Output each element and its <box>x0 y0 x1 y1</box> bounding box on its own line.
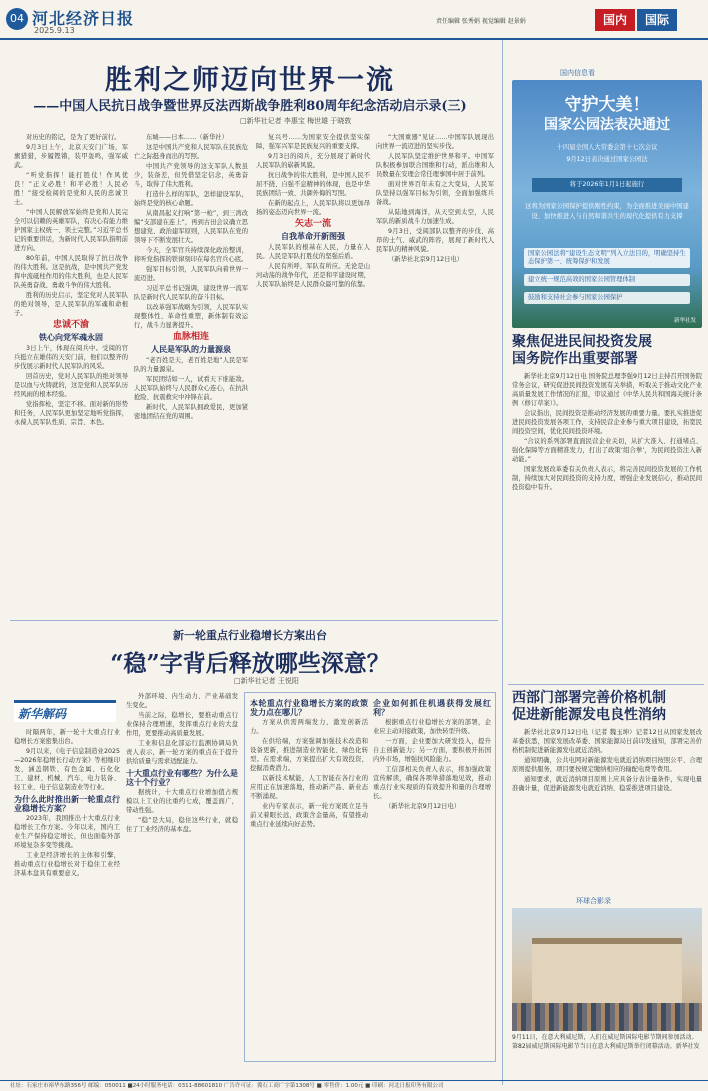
column-logo: 新华解码 <box>14 700 116 722</box>
paragraph: 面对世界百年未有之大变局，人民军队坚持以强军目标为引领，全面加强练兵备战。 <box>376 181 494 206</box>
second-kicker: 新一轮重点行业稳增长方案出台 <box>173 629 327 642</box>
section-subhead: 矢志一流 <box>294 219 331 229</box>
newspaper-name: 河北经济日报 <box>32 9 135 28</box>
second-headline: “稳”字背后释放哪些深意？ <box>110 650 390 677</box>
second-column-1 <box>14 728 120 1073</box>
page-footer: 社址：石家庄市裕华东路356号 邮编：050011 ■24小时服务电话：0311-88601810 广告许可证：冀石工商广字第1308号 ■ 零售价：1.00元 ■ 印刷：河北日报印务有限公司 <box>0 1080 708 1091</box>
paragraph: “老百姓是天，老百姓是地”人民是军队的力量源泉。 <box>134 357 248 373</box>
paragraph: 胜利的历史启示，坚定党对人民军队的绝对领导，是人民军队的军魂和命根子。 <box>14 292 128 317</box>
header-rule <box>0 38 708 40</box>
paragraph: “中国人民解放军始终是党和人民完全可以信赖的英雄军队，有决心有能力维护国家主权统一、领土完整。”习近平总书记的重要讲话，为新时代人民军队指明前进方向。 <box>14 209 128 252</box>
paragraph: 9月以来，《电子信息制造业2025—2026年稳增长行动方案》等相继印发，涵盖钢铁、有色金属、石化化工、建材、机械、汽车、电力装备、轻工业、电子信息制造业等行业。 <box>14 748 120 791</box>
paragraph: 东城——日本……（新华社） <box>146 134 228 141</box>
section-labels <box>595 9 677 31</box>
paragraph: 对历史的铭记，是为了更好前行。 <box>26 134 121 141</box>
section-subhead-line: 人民是军队的力量源泉 <box>151 344 231 354</box>
paragraph: 以改革强军战略为引领，人民军队实现整体性、革命性重塑，新体制有效运行，战斗力显著提升。 <box>134 304 248 329</box>
paragraph: 强军目标引领，人民军队向着世界一流迈进。 <box>134 266 248 282</box>
poster-item: 建立统一规范高效的国家公园管理体制 <box>524 274 690 286</box>
paragraph: 3日上午，体现在阅兵中。受阅的官兵挺立在雄伟的天安门前，他们以整齐的步伐展示新时代人民军队的风采。 <box>14 345 128 370</box>
paragraph: 人民军队的根基在人民，力量在人民。人民是军队打胜仗的坚强后盾。 <box>256 244 370 260</box>
page-number: 04 <box>6 8 28 30</box>
issue-date: 2025.9.13 <box>34 26 75 35</box>
paragraph: 新华社北京9月12日电 国务院总理李强9月12日主持召开国务院常务会议，研究促进民间投资发展有关举措，听取关于推动文化产业高质量发展工作情况的汇报，审议通过《中华人民共和国海关统计条例（修订草案）》。 <box>512 373 702 407</box>
section-subhead-line: 铁心向党军魂永固 <box>39 332 103 342</box>
question-heading: 十大重点行业有哪些？为什么是这十个行业？ <box>126 768 238 787</box>
poster-title: 守护大美！ <box>564 95 650 115</box>
poster-credit: 新华社发 <box>673 318 696 324</box>
article-column-1 <box>14 133 128 613</box>
paragraph: 9月3日的阅兵，充分展现了新时代人民军队的崭新风貌。 <box>256 153 370 169</box>
paragraph: 工信部相关负责人表示，将加强政策宣传解读，确保各项举措落地见效，推动重点行业实现质的有效提升和量的合理增长。 <box>373 766 491 800</box>
paragraph: 工业和信息化部运行监测协调局负责人表示，新一轮方案的重点在于提升供给质量与需求适配能力。 <box>126 740 238 765</box>
paragraph: 在供给端，方案强调加强技术改造和设备更新，推进制造业智能化、绿色化转型。在需求端，方案提出扩大有效投资，挖掘消费潜力。 <box>250 738 368 772</box>
page-header <box>0 0 708 40</box>
box-column-2 <box>373 696 491 1058</box>
paragraph: 业内专家表示，新一轮方案既立足当前又着眼长远，政策含金量高，有望推动重点行业延续向好态势。 <box>250 803 368 828</box>
article-column-3 <box>256 133 370 613</box>
paragraph: 这是中国共产党和人民军队在民族危亡之际挺身而出的写照。 <box>134 144 248 160</box>
photo-label: 环球合影录 <box>576 897 611 905</box>
main-headline: 胜利之师迈向世界一流 <box>105 65 395 96</box>
column-divider <box>502 40 503 1085</box>
article-end-note: （新华社北京9月12日电） <box>388 256 463 263</box>
section-international: 国际 <box>637 9 677 31</box>
photo-caption: 9月11日，在意大利威尼斯，人们在威尼斯国际电影节期间参加活动。第82届威尼斯国际电影节当日在意大利威尼斯举行闭幕活动。新华社发 <box>512 1034 700 1050</box>
paragraph: 9月3日，受阅部队以整齐的步伐、高昂的士气、威武的阵容，展现了新时代人民军队的精神风貌。 <box>376 228 494 253</box>
paragraph: “听党指挥！能打胜仗！作风优良！”正义必胜！和平必胜！人民必胜！”接受检阅的是党和人民的忠诚卫士。 <box>14 172 128 206</box>
paragraph: 军民团结如一人，试看天下谁能敌。人民军队始终与人民群众心连心，在抗洪抢险、抗震救灾中冲锋在前。 <box>134 376 248 401</box>
paragraph: 中国共产党领导的这支军队人数虽少，装备差，但凭借坚定信念，英勇奋斗，取得了伟大胜利。 <box>134 163 248 188</box>
paragraph: “大国重器”见证……中国军队展现出向世界一流迈进的坚实步伐。 <box>376 134 494 150</box>
article-end-note: （新华社北京9月12日电） <box>385 803 460 810</box>
paragraph: 根据重点行业稳增长方案的部署，企业应主动对接政策，加快转型升级。 <box>373 719 491 735</box>
article-column-4 <box>376 133 494 613</box>
poster-line: 十四届全国人大常委会第十七次会议 <box>556 144 658 151</box>
paragraph: 国家发展改革委有关负责人表示，将完善民间投资发展的工作机制，持续加大对民间投资的支持力度，增强企业发展信心，推动民间投资稳中有升。 <box>512 466 702 491</box>
paragraph: 打造什么样的军队，怎样建设军队，始终是党的核心命题。 <box>134 191 248 207</box>
paragraph: 新时代，人民军队拥政爱民，更加紧密地团结在党的周围。 <box>134 404 248 420</box>
poster-body: 这将为国家公园保护提供刚性约束，为全面推进美丽中国建设、加快推进人与自然和谐共生的现代化提供有力支撑 <box>525 203 689 220</box>
question-heading: 企业如何抓住机遇获得发展红利？ <box>373 698 491 717</box>
venice-photo <box>512 908 702 1031</box>
paragraph: 工业是经济增长的主体和引擎，推动重点行业稳增长对于稳住工业经济基本盘具有重要意义。 <box>14 852 120 877</box>
divider <box>10 620 498 621</box>
policy-box <box>244 692 496 1062</box>
paragraph: 人民有所呼，军队有所应。无论是山河动荡的战争年代，还是和平建设时期，人民军队始终是人民群众最可靠的依靠。 <box>256 263 370 288</box>
poster-title-2: 国家公园法表决通过 <box>544 117 670 133</box>
paragraph: 党指挥枪，坚定不移。面对新的形势和任务，人民军队更加坚定地听党指挥，永葆人民军队性质、宗旨、本色。 <box>14 401 128 426</box>
paragraph: 从陆地到海洋，从天空到太空，人民军队的新质战斗力加速生成。 <box>376 209 494 225</box>
right-headline-1: 聚焦促进民间投资发展 国务院作出重要部署 <box>512 334 652 367</box>
paragraph: 时隔两年，新一轮十大重点行业稳增长方案密集出台。 <box>14 729 120 745</box>
paragraph: 新华社北京9月12日电（记者 魏玉坤）记者12日从国家发展改革委获悉，国家发展改革委、国家能源局日前印发通知，部署完善价格机制促进新能源发电就近消纳。 <box>512 729 702 754</box>
paragraph: “稳”是大局，稳住这些行业，就稳住了工业经济的基本盘。 <box>126 817 238 833</box>
right-article-2 <box>512 728 702 890</box>
main-subheadline: ——中国人民抗日战争暨世界反法西斯战争胜利80周年纪念活动启示录(三) <box>33 99 467 114</box>
right-article-1 <box>512 372 702 680</box>
main-byline: □新华社记者 李惠宝 梅世雄 于晓敦 <box>240 117 352 125</box>
paragraph: 通知要求，就近消纳项目原则上应具备分表计量条件，实现电量准确计量，促进新能源发电就近消纳、稳妥推进项目建设。 <box>512 776 702 792</box>
right-headline-2: 西部门部署完善价格机制 促进新能源发电良性消纳 <box>512 690 666 723</box>
poster-item: 国家公园法将“建设生态文明”列入立法目的，明确坚持生态保护第一、统筹保护和发展 <box>524 248 690 268</box>
section-domestic: 国内 <box>595 9 635 31</box>
paragraph: 当前之际，稳增长，要推动重点行业保持合理增速，发挥重点行业的大盘作用，更要推动高质量发展。 <box>126 712 238 737</box>
paragraph: 以新技术赋能，人工智能在各行业的应用正在加速落地，推动新产品、新业态不断涌现。 <box>250 775 368 800</box>
paragraph: 一方面，企业要加大研发投入，提升自主创新能力；另一方面，要积极开拓国内外市场，增强抗风险能力。 <box>373 738 491 763</box>
editors-credit: 责任编辑 张秀娟 视觉编辑 赵景娟 <box>436 18 526 25</box>
paragraph: 2023年，我国推出十大重点行业稳增长工作方案。今年以来，国内工业生产保持稳定增长，但也面临外部环境复杂多变等挑战。 <box>14 815 120 849</box>
section-subhead: 忠诚不渝 <box>52 320 89 330</box>
crowd-shape <box>512 1003 702 1031</box>
paragraph: 今天，全军官兵持续深化政治整训，将听党指挥的铁律刻印在每名官兵心底。 <box>134 247 248 263</box>
divider <box>508 684 704 685</box>
question-heading: 为什么此时推出新一轮重点行业稳增长方案？ <box>14 794 120 813</box>
paragraph: 方案从供需两端发力，激发创新活力。 <box>250 719 368 735</box>
section-subhead-line: 自我革命开新图强 <box>281 231 345 241</box>
box-column-1 <box>250 696 368 1058</box>
paragraph: 从南昌起义打响“第一枪”，到三湾改编“支部建在连上”，再到古田会议确立思想建党、政治建军原则，人民军队在党的领导下不断发展壮大。 <box>134 210 248 244</box>
poster-label: 国内信息看 <box>560 69 595 77</box>
national-park-poster <box>512 80 702 328</box>
article-column-2 <box>134 133 248 613</box>
question-heading: 本轮重点行业稳增长方案的政策发力点在哪儿？ <box>250 698 368 717</box>
paragraph: 在新的起点上，人民军队将以更加昂扬的姿态迈向世界一流。 <box>256 200 370 216</box>
paragraph: 抗日战争的伟大胜利，是中国人民不屈不挠、自强不息精神的体现，也是中华民族团结一致、共御外侮的写照。 <box>256 172 370 197</box>
paragraph: 80年前，中国人民取得了抗日战争的伟大胜利。这是抗战，是中国共产党发挥中流砥柱作用的伟大胜利，也是人民军队英勇奋战、勇敢斗争的伟大胜利。 <box>14 255 128 289</box>
paragraph: 9月3日上午，北京天安门广场，军旗猎猎，步履铿锵，装甲轰鸣，强军威武。 <box>14 144 128 169</box>
poster-band: 将于2026年1月1日起施行 <box>532 178 682 192</box>
poster-line: 9月12日表决通过国家公园法 <box>566 156 648 163</box>
paragraph: “合议的系列部署直面民营企业关切，从扩大准入、打通堵点、强化保障等方面精准发力，打出了政策‘组合拳’，为民间投资注入新动能。” <box>512 438 702 463</box>
paragraph: 复兴号……为国家安全提供坚实保障，强军兴军是民族复兴的重要支撑。 <box>256 134 370 150</box>
paragraph: 通知明确，公共电网对新能源发电就近消纳项目按照公平、合理原则提供服务，项目要按规定缴纳相应的输配电费等费用。 <box>512 757 702 773</box>
paragraph: 习近平总书记强调，建设世界一流军队是新时代人民军队的奋斗目标。 <box>134 285 248 301</box>
paragraph: 会议指出，民间投资是推动经济发展的重要力量。要扎实推进促进民间投资发展各项工作，支持民营企业参与重大项目建设，拓宽民间投资空间，优化民间投资环境。 <box>512 410 702 435</box>
poster-item: 鼓励和支持社会参与国家公园保护 <box>524 292 690 304</box>
second-byline: □新华社记者 王悦阳 <box>234 677 299 685</box>
paragraph: 回首历史，党对人民军队的绝对领导是以血与火铸就的，这是党和人民军队历经风雨的根本经验。 <box>14 373 128 398</box>
second-column-2 <box>126 692 238 1072</box>
paragraph: 人民军队坚定维护世界和平。中国军队积极参加联合国维和行动，派出维和人员数量在安理会常任理事国中居于前列。 <box>376 153 494 178</box>
paragraph: 据统计，十大重点行业增加值占规模以上工业的比重约七成，覆盖面广，带动性强。 <box>126 789 238 814</box>
paragraph: 外部环境、内生动力、产业基础发生变化。 <box>126 693 238 709</box>
section-subhead: 血脉相连 <box>172 332 209 342</box>
